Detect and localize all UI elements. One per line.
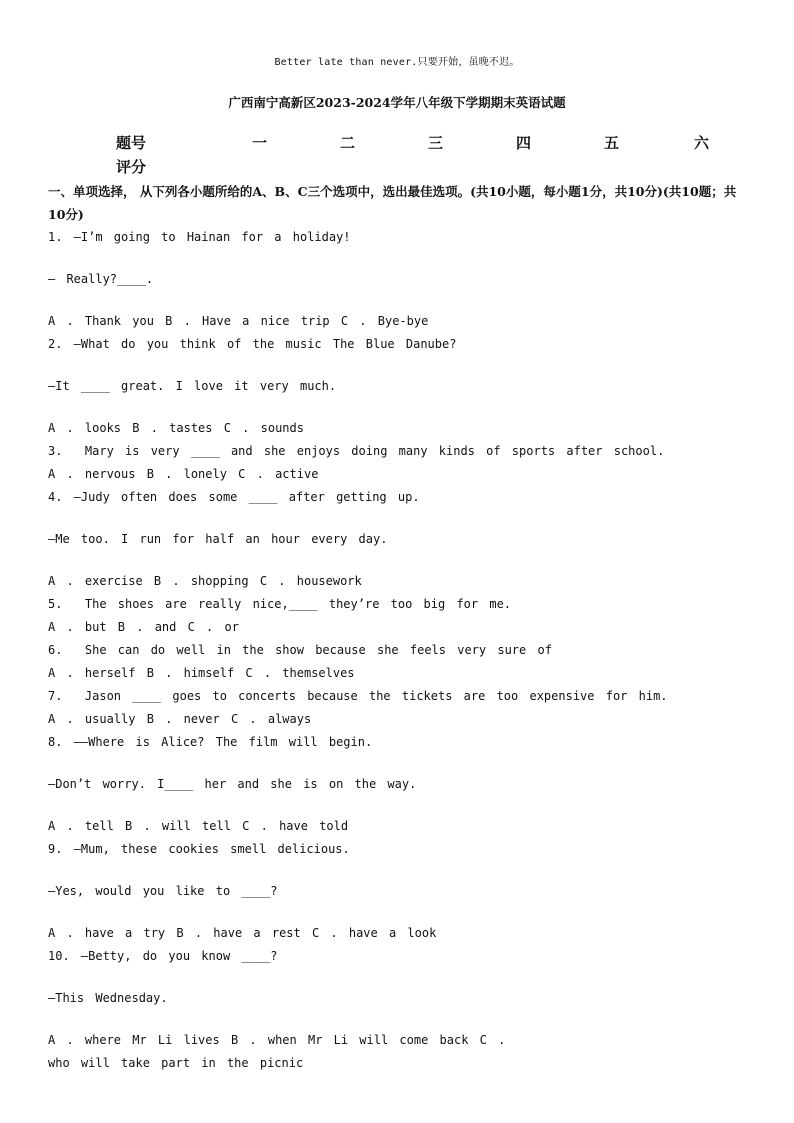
question-1-response: — Really?____.	[48, 272, 154, 286]
score-table-col-1: 一	[252, 134, 268, 152]
question-10-options-continued: who will take part in the picnic	[48, 1056, 304, 1070]
question-8-options: A . tell B . will tell C . have told	[48, 819, 349, 833]
question-7-options: A . usually B . never C . always	[48, 712, 312, 726]
score-table-col-3: 三	[428, 134, 444, 152]
score-table	[116, 132, 726, 180]
question-9-response: —Yes, would you like to ____?	[48, 884, 278, 898]
question-4-options: A . exercise B . shopping C . housework	[48, 574, 362, 588]
question-8-response: —Don’t worry. I____ her and she is on the way.	[48, 777, 417, 791]
question-1-stem: 1. —I’m going to Hainan for a holiday!	[48, 230, 351, 244]
page-header-motto: Better late than never.只要开始，虽晚不迟。	[274, 57, 520, 68]
question-list	[48, 226, 748, 1075]
question-4-stem: 4. —Judy often does some ____ after getting up.	[48, 490, 420, 504]
score-table-score-label: 评分	[116, 158, 147, 176]
exam-title: 广西南宁高新区2023-2024学年八年级下学期期末英语试题	[228, 95, 566, 110]
question-7-stem: 7. Jason ____ goes to concerts because the tickets are too expensive for him.	[48, 689, 668, 703]
question-1-options: A . Thank you B . Have a nice trip C . Bye-bye	[48, 314, 429, 328]
question-4-response: —Me too. I run for half an hour every day.	[48, 532, 388, 546]
score-table-header-row	[116, 132, 726, 156]
question-2-options: A . looks B . tastes C . sounds	[48, 421, 304, 435]
score-table-col-5: 五	[604, 134, 620, 152]
question-10-stem: 10. —Betty, do you know ____?	[48, 949, 278, 963]
score-table-score-row	[116, 156, 726, 180]
question-9-stem: 9. —Mum, these cookies smell delicious.	[48, 842, 350, 856]
question-6-stem: 6. She can do well in the show because she feels very sure of	[48, 643, 552, 657]
score-table-col-6: 六	[694, 134, 710, 152]
question-6-options: A . herself B . himself C . themselves	[48, 666, 355, 680]
section-instruction: 一、单项选择， 从下列各小题所给的A、B、C三个选项中，选出最佳选项。(共10小题，每小题1分，共10分)(共10题；共10分)	[48, 184, 737, 222]
question-3-options: A . nervous B . lonely C . active	[48, 467, 319, 481]
question-10-options: A . where Mr Li lives B . when Mr Li will come back C .	[48, 1033, 506, 1047]
question-5-stem: 5. The shoes are really nice,____ they’re too big for me.	[48, 597, 512, 611]
question-2-stem: 2. —What do you think of the music The Blue Danube?	[48, 337, 457, 351]
question-2-response: —It ____ great. I love it very much.	[48, 379, 337, 393]
question-8-stem: 8. ——Where is Alice? The film will begin.	[48, 735, 373, 749]
score-table-row-label: 题号	[116, 134, 147, 152]
score-table-col-2: 二	[340, 134, 356, 152]
question-3-stem: 3. Mary is very ____ and she enjoys doing many kinds of sports after school.	[48, 444, 665, 458]
question-9-options: A . have a try B . have a rest C . have a look	[48, 926, 437, 940]
score-table-col-4: 四	[516, 134, 532, 152]
question-10-response: —This Wednesday.	[48, 991, 168, 1005]
question-5-options: A . but B . and C . or	[48, 620, 239, 634]
